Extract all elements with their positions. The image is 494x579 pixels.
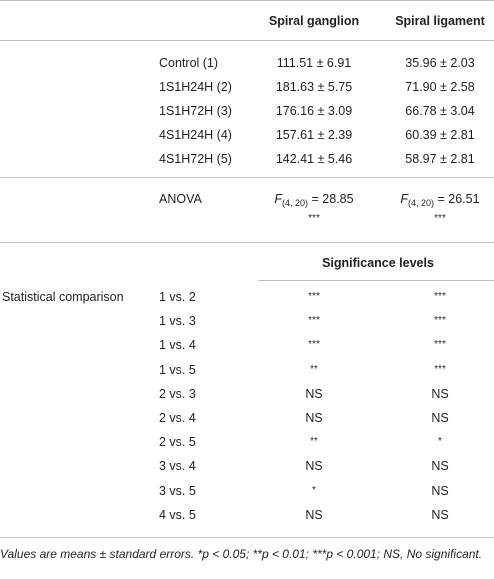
comparison-ganglion-significance: *: [312, 485, 316, 496]
comparison-ganglion-significance: NS: [305, 387, 323, 401]
row-ganglion-value: 142.41 ± 5.46: [275, 152, 353, 166]
comparison-ganglion-significance: **: [310, 364, 318, 375]
comparison-ligament-significance: ***: [434, 291, 446, 302]
row-ganglion-value: 157.61 ± 2.39: [275, 128, 353, 142]
row-ganglion-value: 111.51 ± 6.91: [276, 56, 352, 70]
table-footnote: [0, 546, 492, 562]
header-spiral-ligament: Spiral ligament: [395, 14, 485, 28]
comparison-ligament-significance: ***: [434, 364, 446, 375]
row-ganglion-value: 181.63 ± 5.75: [275, 80, 353, 94]
anova-label: ANOVA: [159, 192, 202, 206]
row-ligament-value: 60.39 ± 2.81: [405, 128, 475, 142]
comparison-pair: 2 vs. 3: [159, 387, 196, 401]
row-group-label: Control (1): [159, 56, 219, 70]
header-rule: [0, 40, 494, 41]
anova-ligament-f-symbol: F: [400, 192, 409, 206]
comparison-pair: 3 vs. 4: [159, 459, 196, 473]
anova-ligament-sig: ***: [434, 213, 446, 224]
row-ligament-value: 71.90 ± 2.58: [405, 80, 475, 94]
comparison-ganglion-significance: NS: [305, 508, 323, 522]
row-ligament-value: 58.97 ± 2.81: [405, 152, 475, 166]
comparison-pair: 1 vs. 2: [159, 290, 196, 304]
comparison-ganglion-significance: ***: [308, 315, 320, 326]
comparison-ligament-significance: *: [438, 436, 442, 447]
anova-ganglion-value: = 28.85: [308, 192, 354, 206]
table-top-rule: [0, 0, 494, 1]
comparison-ligament-significance: NS: [431, 411, 449, 425]
comparison-ganglion-significance: ***: [308, 339, 320, 350]
comparison-pair: 3 vs. 5: [159, 484, 196, 498]
anova-ligament-df: (4, 20): [408, 198, 435, 208]
header-spiral-ganglion: Spiral ganglion: [268, 14, 360, 28]
comparison-pair: 4 vs. 5: [159, 508, 196, 522]
anova-ligament-f: [400, 191, 479, 207]
comparison-ganglion-significance: NS: [305, 411, 323, 425]
comparison-ligament-significance: NS: [431, 484, 449, 498]
anova-ligament-value: = 26.51: [434, 192, 480, 206]
row-ligament-value: 66.78 ± 3.04: [405, 104, 475, 118]
row-ligament-value: 35.96 ± 2.03: [405, 56, 475, 70]
statistical-comparison-label: Statistical comparison: [2, 290, 124, 304]
row-group-label: 1S1H72H (3): [159, 104, 232, 118]
footnote-text: Values are means ± standard errors. *p < 0.05; **p < 0.01; ***p < 0.001; NS, No significant.: [0, 547, 483, 561]
significance-top-rule: [0, 242, 494, 243]
comparison-ganglion-significance: ***: [308, 291, 320, 302]
comparison-pair: 1 vs. 3: [159, 314, 196, 328]
anova-ganglion-f: [274, 191, 353, 207]
comparison-ganglion-significance: NS: [305, 459, 323, 473]
table-bottom-rule: [0, 537, 494, 538]
row-ganglion-value: 176.16 ± 3.09: [275, 104, 353, 118]
comparison-ligament-significance: ***: [434, 315, 446, 326]
row-group-label: 4S1H24H (4): [159, 128, 232, 142]
comparison-pair: 1 vs. 4: [159, 338, 196, 352]
comparison-ligament-significance: NS: [431, 387, 449, 401]
comparison-ligament-significance: NS: [431, 459, 449, 473]
significance-header-rule: [258, 280, 494, 281]
comparison-ligament-significance: ***: [434, 339, 446, 350]
anova-ganglion-sig: ***: [308, 213, 320, 224]
comparison-pair: 2 vs. 5: [159, 435, 196, 449]
anova-ganglion-df: (4, 20): [282, 198, 309, 208]
comparison-ligament-significance: NS: [431, 508, 449, 522]
comparison-pair: 2 vs. 4: [159, 411, 196, 425]
anova-ganglion-f-symbol: F: [274, 192, 283, 206]
row-group-label: 1S1H24H (2): [159, 80, 232, 94]
significance-levels-header: Significance levels: [322, 256, 434, 270]
comparison-ganglion-significance: **: [310, 436, 318, 447]
comparison-pair: 1 vs. 5: [159, 363, 196, 377]
row-group-label: 4S1H72H (5): [159, 152, 232, 166]
anova-rule: [0, 177, 494, 178]
